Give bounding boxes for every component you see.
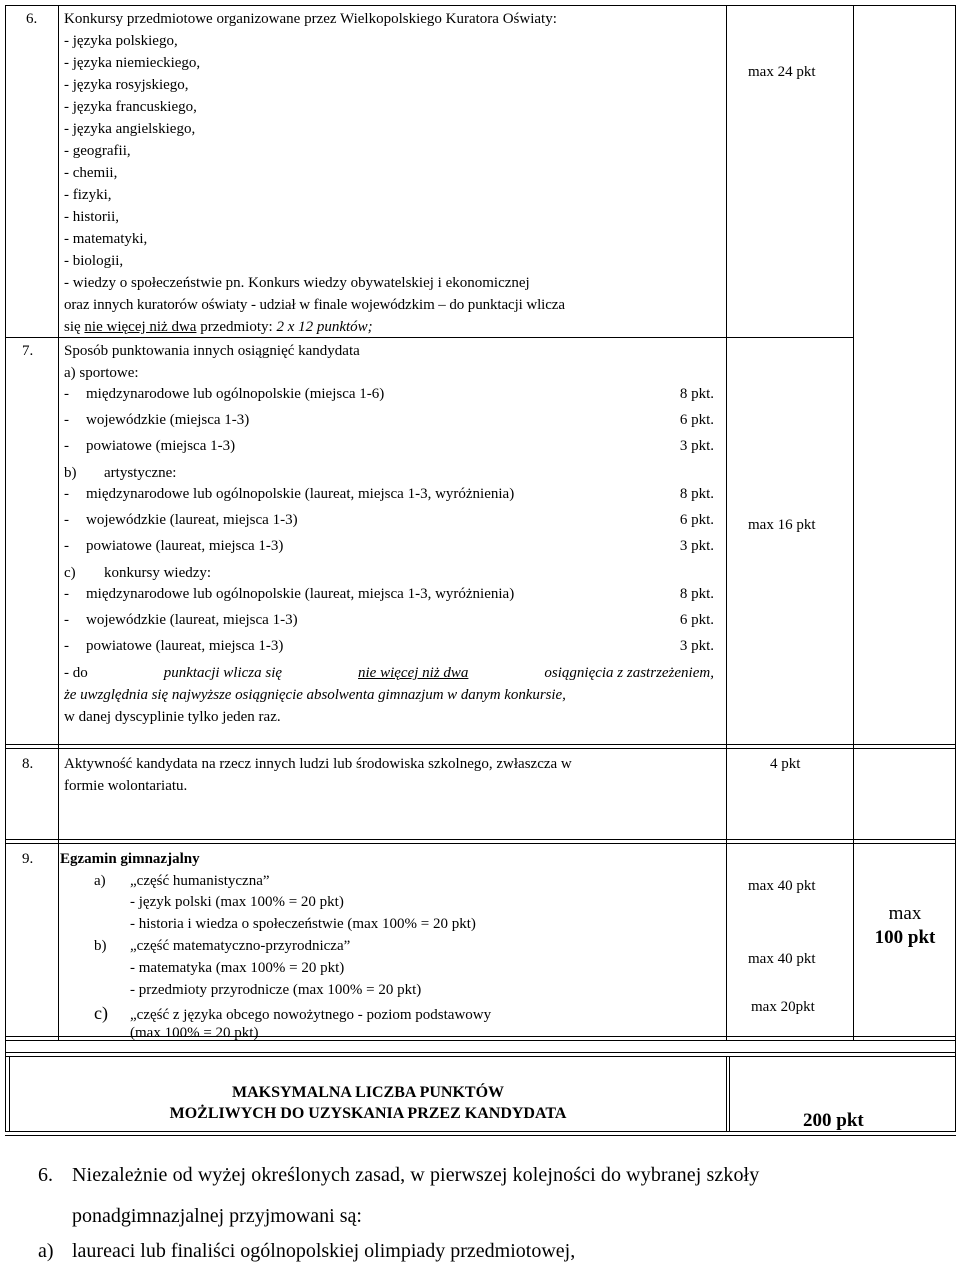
item-points: 3 pkt. (679, 438, 714, 454)
grid-line (5, 843, 956, 844)
grid-line (5, 748, 956, 749)
summary-label (10, 1082, 726, 1124)
dash: - (64, 612, 69, 628)
summary-line: MOŻLIWYCH DO UZYSKANIA PRZEZ KANDYDATA (169, 1105, 567, 1122)
list-item: - matematyki, (64, 231, 148, 247)
list-item: - geografii, (64, 143, 131, 159)
item-text: wojewódzkie (laureat, miejsca 1-3) (86, 512, 298, 528)
list-item (64, 486, 714, 508)
dash: - (64, 386, 69, 402)
dash: - (64, 512, 69, 528)
grid-line (726, 5, 727, 1040)
underlined-text: nie więcej niż dwa (84, 319, 197, 335)
list-item (64, 538, 714, 560)
row-text: formie wolontariatu. (64, 778, 188, 794)
list-item: - języka niemieckiego, (64, 55, 201, 71)
item-text: wojewódzkie (miejsca 1-3) (86, 412, 250, 428)
list-item (64, 638, 714, 660)
grid-line (5, 5, 956, 6)
list-item: - biologii, (64, 253, 124, 269)
grid-line (853, 5, 854, 1040)
grid-line (58, 5, 59, 1040)
grid-line (5, 1056, 956, 1057)
list-item: - języka rosyjskiego, (64, 77, 189, 93)
list-item: - fizyki, (64, 187, 112, 203)
section-title: „część humanistyczna” (130, 873, 270, 889)
text-fragment: przedmioty: (196, 319, 277, 335)
row-text: Aktywność kandydata na rzecz innych ludzi lub środowiska szkolnego, zwłaszcza w (64, 756, 572, 772)
item-points: 6 pkt. (679, 512, 714, 528)
section-title: „część matematyczno-przyrodnicza” (130, 938, 351, 954)
list-item: - chemii, (64, 165, 118, 181)
item-points: 8 pkt. (679, 586, 714, 602)
section-title: artystyczne: (104, 465, 177, 481)
list-item (64, 586, 714, 608)
section-label: a) (94, 873, 106, 889)
italic-text: 2 x 12 punktów; (276, 319, 373, 335)
summary-line: MAKSYMALNA LICZBA PUNKTÓW (231, 1084, 505, 1101)
sub-item: - matematyka (max 100% = 20 pkt) (130, 960, 345, 976)
total-line: max (888, 903, 922, 924)
section-label: c) (94, 1003, 108, 1023)
row-points: max 24 pkt (748, 64, 816, 80)
list-text: laureaci lub finaliści ogólnopolskiej olimpiady przedmiotowej, (72, 1240, 576, 1262)
grid-line (5, 5, 6, 1132)
sub-item: (max 100% = 20 pkt) (130, 1025, 259, 1041)
list-item-continuation: oraz innych kuratorów oświaty - udział w finale wojewódzkim – do punktacji wlicza (64, 297, 565, 313)
section-label: b) (64, 465, 77, 481)
points-a: max 40 pkt (748, 878, 816, 894)
sub-item: - język polski (max 100% = 20 pkt) (130, 894, 344, 910)
italic-text: punktacji wlicza się (163, 665, 283, 681)
list-item: - języka angielskiego, (64, 121, 196, 137)
list-item (64, 512, 714, 534)
grid-line (5, 744, 956, 745)
dash: - (64, 586, 69, 602)
list-item (64, 612, 714, 634)
sub-item: - przedmioty przyrodnicze (max 100% = 20 pkt) (130, 982, 422, 998)
points-c: max 20pkt (751, 999, 815, 1015)
dash: - (64, 638, 69, 654)
item-text: międzynarodowe lub ogólnopolskie (laureat, miejsca 1-3, wyróżnienia) (86, 486, 515, 502)
total-line: 100 pkt (874, 927, 936, 948)
dash: - (64, 438, 69, 454)
underlined-text: nie więcej niż dwa (358, 665, 469, 681)
row-number: 6. (26, 11, 38, 27)
item-text: powiatowe (miejsca 1-3) (86, 438, 236, 454)
item-text: międzynarodowe lub ogólnopolskie (miejsca 1-6) (86, 386, 385, 402)
row-number: 7. (22, 343, 34, 359)
paragraph-number: 6. (38, 1164, 53, 1186)
paragraph-text: ponadgimnazjalnej przyjmowani są: (72, 1205, 362, 1227)
grid-line (955, 5, 956, 1132)
item-points: 6 pkt. (679, 412, 714, 428)
list-item: - historii, (64, 209, 119, 225)
dash: - (64, 412, 69, 428)
item-points: 8 pkt. (679, 486, 714, 502)
item-text: powiatowe (laureat, miejsca 1-3) (86, 538, 284, 554)
list-item (64, 438, 714, 460)
list-item-continuation (64, 316, 373, 338)
section-label: c) (64, 565, 76, 581)
grid-line (5, 1052, 956, 1053)
points-b: max 40 pkt (748, 951, 816, 967)
dash: - (64, 538, 69, 554)
sub-item: - historia i wiedza o społeczeństwie (max 100% = 20 pkt) (130, 916, 476, 932)
list-item: - języka francuskiego, (64, 99, 197, 115)
grid-line (5, 1135, 956, 1136)
note-line: że uwzględnia się najwyższe osiągnięcie absolwenta gimnazjum w danym konkursie, (64, 687, 566, 703)
paragraph-text: Niezależnie od wyżej określonych zasad, w pierwszej kolejności do wybranej szkoły (72, 1164, 760, 1186)
item-points: 6 pkt. (679, 612, 714, 628)
section-label: a) sportowe: (64, 365, 139, 381)
note-line (64, 662, 714, 684)
row-title: Konkursy przedmiotowe organizowane przez Wielkopolskiego Kuratora Oświaty: (64, 11, 557, 27)
list-item: - języka polskiego, (64, 33, 178, 49)
note-line: w danej dyscyplinie tylko jeden raz. (64, 709, 281, 725)
summary-total: 200 pkt (803, 1110, 864, 1131)
item-text: powiatowe (laureat, miejsca 1-3) (86, 638, 284, 654)
row-points: max 16 pkt (748, 517, 816, 533)
list-label: a) (38, 1240, 54, 1262)
text-fragment: się (64, 319, 85, 335)
italic-text: osiągnięcia z zastrzeżeniem, (544, 665, 714, 681)
dash: - (64, 486, 69, 502)
item-points: 8 pkt. (679, 386, 714, 402)
section-title: „część z języka obcego nowożytnego - poziom podstawowy (130, 1007, 492, 1023)
item-text: międzynarodowe lub ogólnopolskie (laureat, miejsca 1-3, wyróżnienia) (86, 586, 515, 602)
row-title: Sposób punktowania innych osiągnięć kandydata (64, 343, 360, 359)
grid-line (726, 1056, 727, 1132)
item-points: 3 pkt. (679, 538, 714, 554)
row-number: 8. (22, 756, 34, 772)
total-points (855, 902, 955, 950)
text-fragment: - do (64, 665, 88, 681)
grid-line (729, 1056, 730, 1132)
section-label: b) (94, 938, 107, 954)
row-title: Egzamin gimnazjalny (60, 851, 200, 867)
row-points: 4 pkt (770, 756, 801, 772)
item-text: wojewódzkie (laureat, miejsca 1-3) (86, 612, 298, 628)
list-item (64, 386, 714, 408)
list-item (64, 412, 714, 434)
list-item: - wiedzy o społeczeństwie pn. Konkurs wiedzy obywatelskiej i ekonomicznej (64, 275, 530, 291)
item-points: 3 pkt. (679, 638, 714, 654)
grid-line (5, 839, 956, 840)
section-title: konkursy wiedzy: (104, 565, 212, 581)
row-number: 9. (22, 851, 34, 867)
